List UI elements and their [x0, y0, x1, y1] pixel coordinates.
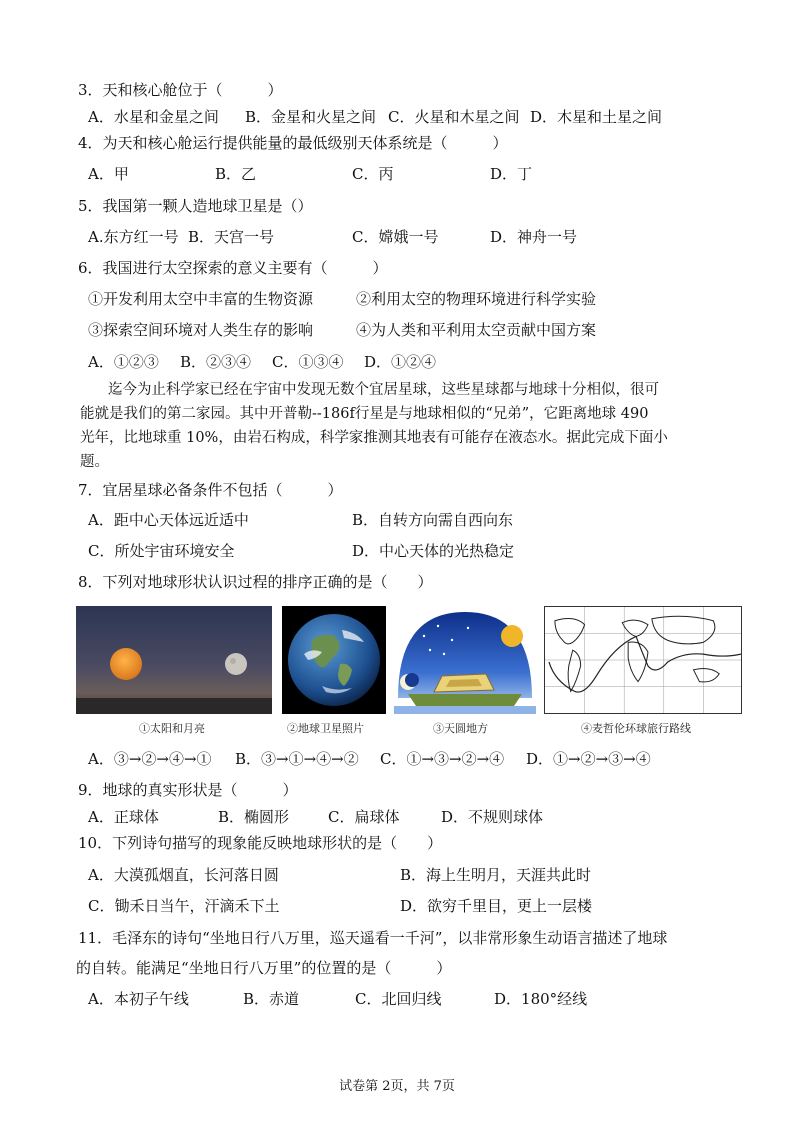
q8-option-c: C．①→③→②→④ [380, 750, 505, 768]
page-footer: 试卷第 2页，共 7页 [339, 1079, 455, 1094]
q3-option-a: A．水星和金星之间 [88, 108, 219, 126]
q5-option-a: A.东方红一号 [88, 228, 179, 246]
q8-option-a: A．③→②→④→① [88, 750, 212, 768]
reading-passage [80, 378, 720, 474]
q9-option-c: C．扁球体 [328, 808, 400, 826]
q4-option-c: C．丙 [352, 165, 394, 183]
q4-option-b: B．乙 [215, 165, 257, 183]
passage-line-1: 迄今为止科学家已经在宇宙中发现无数个宜居星球，这些星球都与地球十分相似，很可 [108, 382, 659, 398]
q9-option-d: D．不规则球体 [441, 808, 544, 826]
q11-option-c: C．北回归线 [355, 990, 442, 1008]
q8-stem: 8．下列对地球形状认识过程的排序正确的是（ ） [78, 573, 433, 591]
q6-item-2: ②利用太空的物理环境进行科学实验 [356, 290, 597, 308]
passage-line-4: 题。 [80, 454, 109, 470]
q10-option-b: B．海上生明月，天涯共此时 [400, 866, 592, 884]
q7-option-b: B．自转方向需自西向东 [352, 511, 514, 529]
sun-moon-image [76, 606, 272, 714]
q11-stem-line-1: 11．毛泽东的诗句“坐地日行八万里，巡天遥看一千河”，以非常形象生动语言描述了地球 [78, 929, 668, 947]
q5-option-d: D．神舟一号 [490, 228, 578, 246]
q3-option-c: C．火星和木星之间 [388, 108, 520, 126]
q7-option-d: D．中心天体的光热稳定 [352, 542, 515, 560]
q7-option-a: A．距中心天体远近适中 [88, 511, 249, 529]
q9-option-a: A．正球体 [88, 808, 159, 826]
q6-item-1: ①开发利用太空中丰富的生物资源 [88, 290, 314, 308]
q5-stem: 5．我国第一颗人造地球卫星是（） [78, 197, 313, 215]
q9-option-b: B．椭圆形 [218, 808, 290, 826]
q10-stem: 10．下列诗句描写的现象能反映地球形状的是（ ） [78, 834, 443, 852]
sun-icon [501, 625, 523, 647]
q10-option-a: A．大漠孤烟直，长河落日圆 [88, 866, 279, 884]
q11-stem-line-2: 的自转。能满足“坐地日行八万里”的位置的是（ ） [76, 959, 452, 977]
q5-option-c: C．嫦娥一号 [352, 228, 439, 246]
q8-option-b: B．③→①→④→② [235, 750, 359, 768]
q6-stem: 6．我国进行太空探索的意义主要有（ ） [78, 259, 388, 277]
q6-option-a: A．①②③ [88, 353, 159, 371]
q3-option-d: D．木星和土星之间 [530, 108, 663, 126]
figure-magellan-route [544, 606, 742, 714]
q6-option-d: D．①②④ [364, 353, 437, 371]
caption-magellan-route: ④麦哲伦环球旅行路线 [581, 722, 691, 735]
moon-icon [225, 653, 247, 675]
q7-stem: 7．宜居星球必备条件不包括（ ） [78, 481, 343, 499]
q11-option-a: A．本初子午线 [88, 990, 189, 1008]
world-map-image [545, 607, 741, 713]
caption-earth-photo: ②地球卫星照片 [287, 722, 364, 735]
caption-round-sky-square-earth: ③天圆地方 [433, 722, 488, 735]
q3-stem: 3．天和核心舱位于（ ） [78, 81, 283, 99]
square-earth-icon [408, 694, 522, 706]
q4-option-a: A．甲 [88, 165, 129, 183]
passage-line-2: 能就是我们的第二家园。其中开普勒--186f行星是与地球相似的“兄弟”，它距离地球 490 [80, 406, 649, 422]
q6-option-b: B．②③④ [180, 353, 252, 371]
figure-earth-photo [282, 606, 386, 714]
q7-option-c: C．所处宇宙环境安全 [88, 542, 235, 560]
q8-option-d: D．①→②→③→④ [526, 750, 651, 768]
q4-option-d: D．丁 [490, 165, 533, 183]
passage-line-3: 光年，比地球重 10%，由岩石构成，科学家推测其地表有可能存在液态水。据此完成下面小 [80, 430, 668, 446]
q3-option-b: B．金星和火星之间 [245, 108, 377, 126]
sun-icon [110, 648, 142, 680]
q6-option-c: C．①③④ [272, 353, 344, 371]
sky-dome-image [394, 606, 536, 714]
q6-item-3: ③探索空间环境对人类生存的影响 [88, 321, 314, 339]
q11-option-b: B．赤道 [243, 990, 300, 1008]
q6-item-4: ④为人类和平利用太空贡献中国方案 [356, 321, 597, 339]
figure-sun-and-moon [76, 606, 272, 714]
caption-sun-and-moon: ①太阳和月亮 [139, 722, 205, 735]
figure-round-sky-square-earth [394, 606, 536, 714]
q10-option-d: D．欲穷千里目，更上一层楼 [400, 897, 593, 915]
q4-stem: 4．为天和核心舱运行提供能量的最低级别天体系统是（ ） [78, 134, 508, 152]
q9-stem: 9．地球的真实形状是（ ） [78, 781, 298, 799]
q10-option-c: C．锄禾日当午，汗滴禾下土 [88, 897, 280, 915]
q11-option-d: D．180°经线 [494, 990, 588, 1008]
q5-option-b: B．天宫一号 [188, 228, 275, 246]
earth-globe-image [282, 606, 386, 714]
